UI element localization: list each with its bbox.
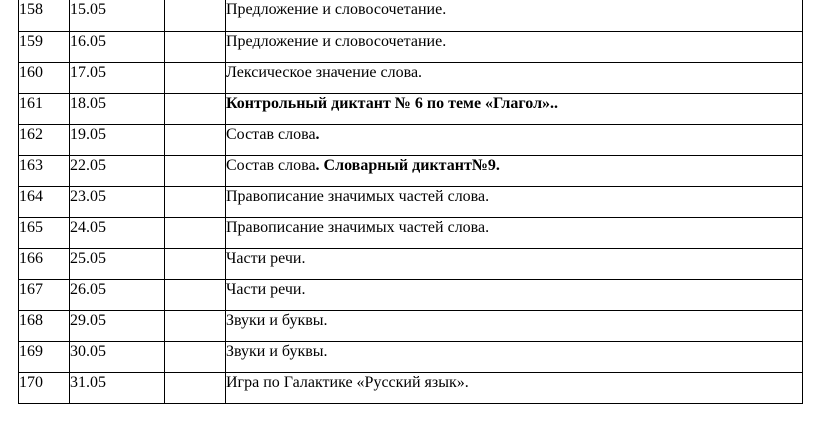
topic-text: Части речи. [226,280,306,298]
lesson-date-cell: 16.05 [70,31,165,62]
lesson-date-cell: 29.05 [70,310,165,341]
lesson-topic-cell [226,217,803,248]
lesson-number-cell: 164 [19,186,70,217]
lesson-date-cell: 24.05 [70,217,165,248]
lesson-topic-cell [226,155,803,186]
topic-text: Правописание значимых частей слова. [226,218,490,236]
lesson-topic-cell [226,124,803,155]
table-row [19,341,803,372]
topic-text: Лексическое значение слова. [226,63,423,81]
lesson-date-cell: 26.05 [70,279,165,310]
lesson-number-cell: 170 [19,372,70,403]
table-row [19,93,803,124]
empty-cell [165,248,226,279]
lesson-date-cell: 23.05 [70,186,165,217]
empty-cell [165,341,226,372]
lesson-date-cell: 17.05 [70,62,165,93]
topic-text: Предложение и словосочетание. [226,1,447,18]
table-row [19,217,803,248]
topic-text: Звуки и буквы. [226,342,328,360]
empty-cell [165,217,226,248]
lesson-number-cell: 161 [19,93,70,124]
table-row [19,279,803,310]
table-row [19,372,803,403]
table-row [19,31,803,62]
lesson-topic-cell [226,310,803,341]
lesson-topic-cell [226,31,803,62]
table-row [19,155,803,186]
topic-text: Части речи. [226,249,306,267]
lesson-number-cell: 169 [19,341,70,372]
lesson-number-cell: 163 [19,155,70,186]
table-row [19,248,803,279]
empty-cell [165,279,226,310]
lesson-plan-table [18,0,803,404]
lesson-topic-cell [226,279,803,310]
topic-text: Предложение и словосочетание. [226,32,447,50]
lesson-date-cell: 15.05 [70,0,165,31]
topic-text: Состав слова [226,156,316,174]
lesson-topic-cell [226,248,803,279]
lesson-date-cell: 31.05 [70,372,165,403]
table-row [19,310,803,341]
table-row [19,62,803,93]
lesson-topic-cell [226,62,803,93]
empty-cell [165,93,226,124]
table-row [19,0,803,31]
table-row [19,124,803,155]
empty-cell [165,0,226,31]
lesson-number-cell: 160 [19,62,70,93]
empty-cell [165,186,226,217]
topic-text: Игра по Галактике «Русский язык». [226,373,469,391]
lesson-number-cell: 158 [19,0,70,31]
table-body [19,0,803,403]
lesson-topic-cell [226,186,803,217]
lesson-topic-cell [226,0,803,31]
lesson-date-cell: 18.05 [70,93,165,124]
lesson-date-cell: 22.05 [70,155,165,186]
lesson-number-cell: 159 [19,31,70,62]
lesson-plan-sheet [18,0,803,404]
topic-bold-text: . Словарный диктант№9. [315,156,500,174]
empty-cell [165,31,226,62]
topic-bold-text: Контрольный диктант № 6 по теме «Глагол».. [226,94,559,112]
empty-cell [165,124,226,155]
empty-cell [165,372,226,403]
topic-text: Состав слова [226,125,316,143]
lesson-number-cell: 168 [19,310,70,341]
lesson-date-cell: 25.05 [70,248,165,279]
empty-cell [165,155,226,186]
lesson-number-cell: 166 [19,248,70,279]
lesson-topic-cell [226,93,803,124]
empty-cell [165,310,226,341]
lesson-topic-cell [226,341,803,372]
lesson-date-cell: 19.05 [70,124,165,155]
lesson-number-cell: 165 [19,217,70,248]
lesson-number-cell: 162 [19,124,70,155]
lesson-topic-cell [226,372,803,403]
table-row [19,186,803,217]
topic-text: Правописание значимых частей слова. [226,187,490,205]
topic-text: Звуки и буквы. [226,311,328,329]
empty-cell [165,62,226,93]
topic-bold-text: . [315,125,320,143]
lesson-number-cell: 167 [19,279,70,310]
lesson-date-cell: 30.05 [70,341,165,372]
